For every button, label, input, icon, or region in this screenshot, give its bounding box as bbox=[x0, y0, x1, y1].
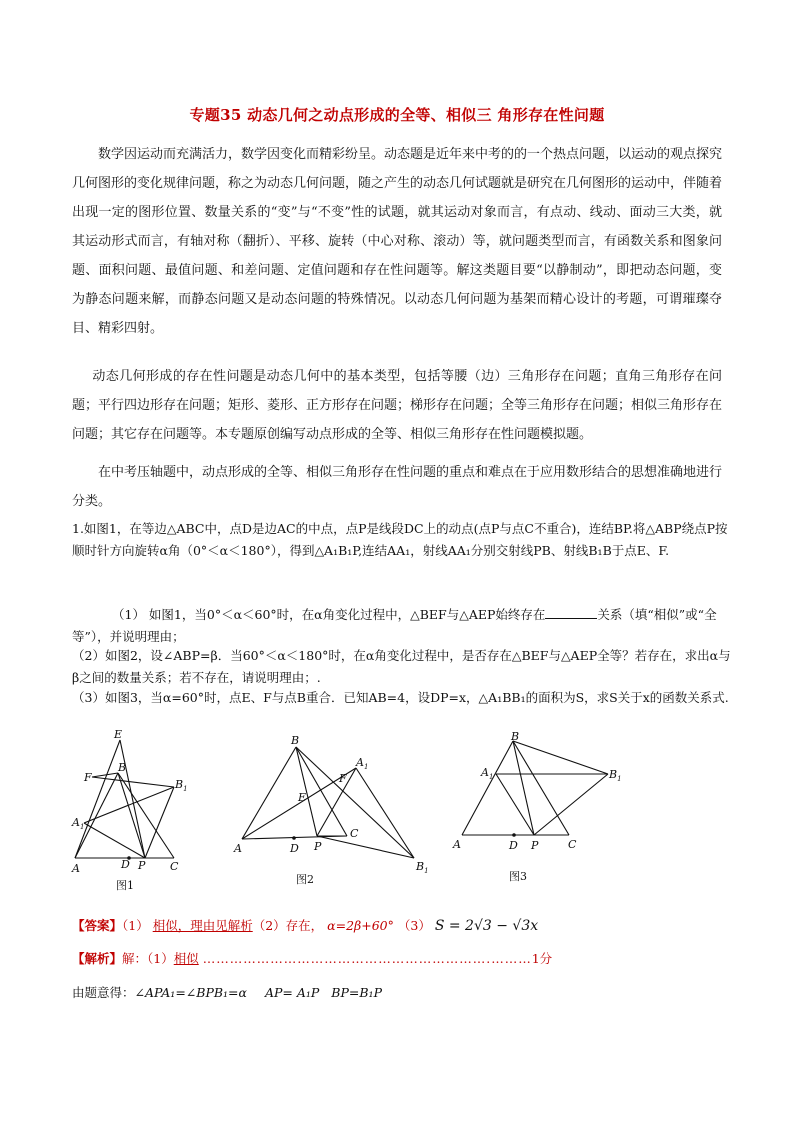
label-D: D bbox=[509, 839, 518, 852]
label-P: P bbox=[314, 840, 322, 853]
label-D: D bbox=[290, 842, 299, 855]
label-D: D bbox=[121, 858, 130, 871]
label-A1: $A_1$ bbox=[72, 816, 85, 831]
figure-2 bbox=[228, 728, 438, 893]
answer-tag: 【答案】 bbox=[72, 918, 123, 933]
label-A1: $A_1$ bbox=[356, 756, 369, 771]
intro-paragraph-1 bbox=[72, 140, 722, 343]
figure-1 bbox=[62, 725, 202, 895]
analysis-lead: 解：（1） bbox=[122, 951, 174, 966]
figure-2-caption: 图2 bbox=[296, 873, 314, 886]
sub-question-3: （3）如图3，当α=60°时，点E、F与点B重合．已知AB=4，设DP=x，△A₁BB₁的面积为S，求S关于x的函数关系式. bbox=[72, 690, 729, 705]
answer-part1: 相似，理由见解析 bbox=[152, 918, 253, 933]
label-B1: $B_1$ bbox=[609, 768, 622, 783]
label-F: F bbox=[84, 771, 92, 784]
intro-text-1: 数学因运动而充满活力，数学因变化而精彩纷呈。动态题是近年来中考的的一个热点问题，以运动的观点探究几何图形的变化规律问题，称之为动态几何问题，随之产生的动态几何试题就是研究在几何图形的运动中，伴随着出现一定的图形位置、数量关系的“变”与“不变”性的试题，就其运动对象而言，有点动、线动、面动三大类，就其运动形式而言，有轴对称（翻折）、平移、旋转（中心对称、滚动）等，就问题类型而言，有函数关系和图象问题、面积问题、最值问题、和差问题、定值问题和存在性问题等。解这类题目要“以静制动”，即把动态问题，变为静态问题来解，而静态问题又是动态问题的特殊情况。以动态几何问题为基架而精心设计的考题，可谓璀璨夺目、精彩四射。 bbox=[72, 147, 723, 336]
figure-1-caption: 图1 bbox=[116, 879, 134, 892]
label-B: B bbox=[511, 730, 520, 743]
label-E: E bbox=[114, 728, 123, 741]
answer-formula: S = 2√3 − √3x bbox=[434, 918, 539, 934]
answer-part2-num: （2）存在， bbox=[252, 918, 324, 933]
sub-question-1-text-b: 关系（填“相似”或“全等”），并说明理由； bbox=[72, 607, 717, 644]
figure-3 bbox=[450, 728, 630, 888]
answer-part1-num: （1） bbox=[122, 918, 149, 933]
label-C: C bbox=[350, 827, 359, 840]
sub-question-1 bbox=[72, 604, 732, 648]
label-B: B bbox=[291, 734, 300, 747]
intro-text-2: 动态几何形成的存在性问题是动态几何中的基本类型，包括等腰（边）三角形存在问题；直角三角形存在问题；平行四边形存在问题；矩形、菱形、正方形存在问题；梯形存在问题；全等三角形存在问题；相似三角形存在问题；其它存在问题等。本专题原创编写动点形成的全等、相似三角形存在性问题模拟题。 bbox=[72, 369, 723, 442]
analysis-score: 1分 bbox=[531, 951, 553, 966]
label-B1: $B_1$ bbox=[175, 778, 188, 793]
label-P: P bbox=[531, 839, 539, 852]
sub-question-2: （2）如图2，设∠ABP=β．当60°＜α＜180°时，在α角变化过程中，是否存在△BEF与△AEP全等？若存在，求出α与β之间的数量关系；若不存在，请说明理由；. bbox=[72, 648, 731, 685]
analysis-line bbox=[72, 949, 732, 967]
answer-part3-num: （3） bbox=[397, 918, 431, 933]
intro-text-3: 在中考压轴题中，动点形成的全等、相似三角形存在性问题的重点和难点在于应用数形结合的思想准确地进行分类。 bbox=[72, 465, 723, 509]
analysis-dots: ……………………………………………………….……… bbox=[202, 951, 532, 966]
label-C: C bbox=[170, 860, 179, 873]
label-F: F bbox=[339, 772, 347, 785]
label-P: P bbox=[138, 859, 146, 872]
given-lead: 由题意得： bbox=[72, 985, 135, 1000]
label-A1: $A_1$ bbox=[481, 766, 494, 781]
label-B: B bbox=[118, 761, 127, 774]
answer-part2-value: α=2β+60° bbox=[327, 918, 394, 933]
answer-line bbox=[72, 916, 538, 934]
sub-question-1-text: （1） 如图1，当0°＜α＜60°时，在α角变化过程中，△BEF与△AEP始终存在 bbox=[112, 607, 546, 622]
intro-paragraph-3 bbox=[72, 458, 722, 516]
label-A: A bbox=[234, 842, 242, 855]
question-stem: 1.如图1，在等边△ABC中，点D是边AC的中点，点P是线段DC上的动点(点P与点C不重合)，连结BP.将△ABP绕点P按顺时针方向旋转α角（0°＜α＜180°），得到△A₁B₁P,连结AA₁，射线AA₁分别交射线PB、射线B₁B于点E、F. bbox=[72, 521, 728, 558]
label-B1: $B_1$ bbox=[416, 860, 429, 875]
answer-blank bbox=[545, 606, 597, 619]
analysis-tag: 【解析】 bbox=[72, 951, 123, 966]
figure-3-caption: 图3 bbox=[509, 870, 527, 883]
analysis-value: 相似 bbox=[173, 951, 199, 966]
given-eq1: ∠APA₁=∠BPB₁=α bbox=[134, 985, 247, 1000]
label-A: A bbox=[72, 862, 80, 875]
label-C: C bbox=[568, 838, 577, 851]
label-E: E bbox=[298, 791, 307, 804]
given-eq3: BP=B₁P bbox=[331, 985, 382, 1000]
label-A: A bbox=[453, 838, 461, 851]
page-title: 专题35 动态几何之动点形成的全等、相似三 角形存在性问题 bbox=[189, 106, 605, 124]
given-line bbox=[72, 983, 382, 1001]
intro-paragraph-2 bbox=[72, 362, 722, 449]
given-eq2: AP= A₁P bbox=[264, 985, 320, 1000]
